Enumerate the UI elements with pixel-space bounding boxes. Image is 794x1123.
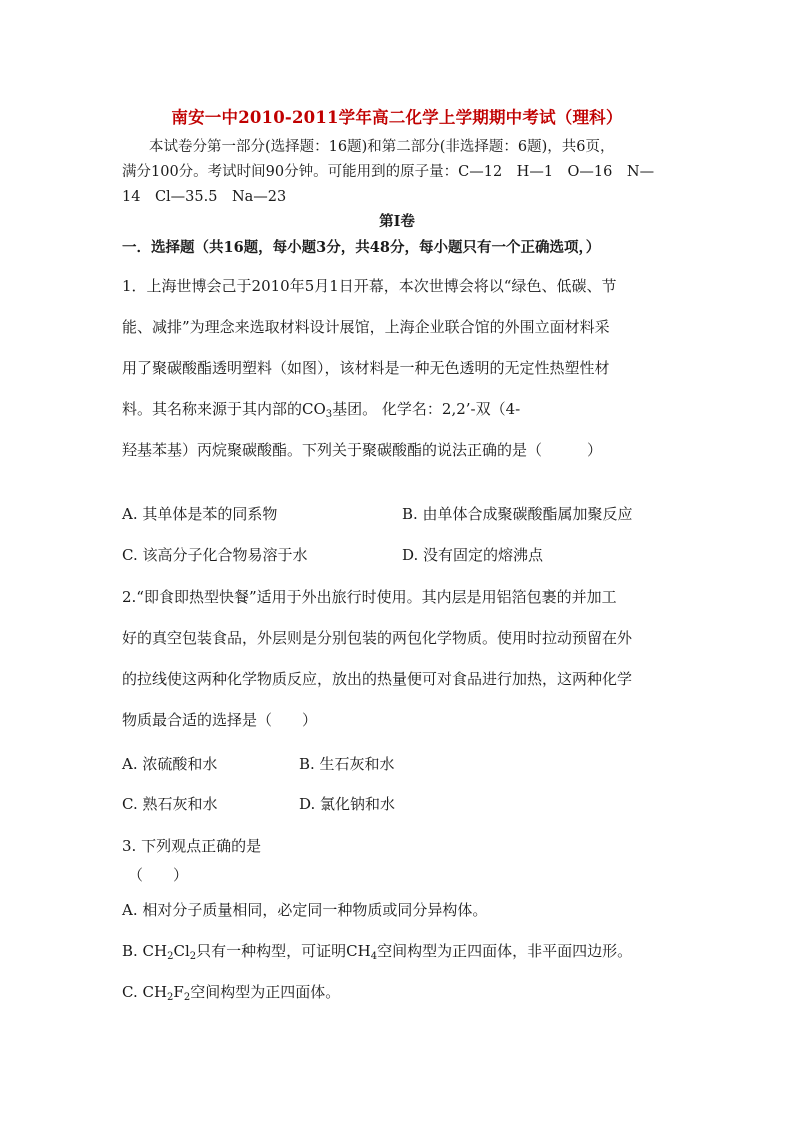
q1-line-3: 用了聚碳酸酯透明塑料（如图），该材料是一种无色透明的无定性热塑性材 <box>122 359 610 377</box>
q1-line-4-prefix: 料。其名称来源于其内部的CO <box>122 400 326 418</box>
q1-line-5: 羟基苯基）丙烷聚碳酸酯。下列关于聚碳酸酯的说法正确的是（ ） <box>122 441 603 459</box>
q2-option-a: A. 浓硫酸和水 <box>122 755 218 773</box>
q3-option-b <box>122 940 632 961</box>
q2-line-1: 2.“即食即热型快餐”适用于外出旅行时使用。其内层是用铝箔包裹的并加工 <box>122 588 617 606</box>
q2-line-3: 的拉线使这两种化学物质反应，放出的热量便可对食品进行加热，这两种化学 <box>122 670 633 688</box>
q3-option-b-suffix: 空间构型为正四面体，非平面四边形。 <box>377 942 633 960</box>
q1-line-4-subscript: 3 <box>325 409 333 420</box>
q1-line-4-suffix: 基团。 化学名：2,2’-双（4- <box>332 400 521 418</box>
q3-option-a: A. 相对分子质量相同，必定同一种物质或同分异构体。 <box>122 901 488 919</box>
q3-option-b-cl: Cl <box>173 942 190 960</box>
q2-option-c: C. 熟石灰和水 <box>122 795 218 813</box>
intro-line-2: 满分100分。考试时间90分钟。可能用到的原子量：C—12 H—1 O—16 N— <box>122 164 655 180</box>
q3-option-b-sub-1: 2 <box>167 951 174 962</box>
q3-option-b-middle: 只有一种构型，可证明CH <box>196 942 371 960</box>
q1-line-2: 能、减排”为理念来选取材料设计展馆，上海企业联合馆的外围立面材料采 <box>122 318 610 336</box>
intro-line-1: 本试卷分第一部分(选择题：16题)和第二部分(非选择题：6题)，共6页， <box>149 139 615 155</box>
q3-option-c <box>122 981 340 1002</box>
q3-option-c-prefix: C. CH <box>122 983 168 1001</box>
q3-option-b-prefix: B. CH <box>122 942 168 960</box>
q3-option-b-sub-3: 4 <box>370 951 378 962</box>
q1-line-1: 1．上海世博会己于2010年5月1日开幕，本次世博会将以“绿色、低碳、节 <box>122 277 617 295</box>
q1-option-c: C. 该高分子化合物易溶于水 <box>122 546 308 564</box>
exam-title: 南安一中2010-2011学年高二化学上学期期中考试（理科） <box>171 108 623 127</box>
q2-option-d: D. 氯化钠和水 <box>299 795 396 813</box>
q2-option-b: B. 生石灰和水 <box>299 755 395 773</box>
q2-line-2: 好的真空包装食品，外层则是分别包装的两包化学物质。使用时拉动预留在外 <box>122 629 633 647</box>
q2-line-4: 物质最合适的选择是（ ） <box>122 711 318 729</box>
q1-option-b: B. 由单体合成聚碳酸酯属加聚反应 <box>402 505 633 523</box>
intro-line-3: 14 Cl—35.5 Na—23 <box>122 189 287 205</box>
volume-label: 第Ⅰ卷 <box>379 213 415 230</box>
section-heading: 一．选择题（共16题，每小题3分，共48分，每小题只有一个正确选项，） <box>122 239 601 256</box>
q1-line-4 <box>122 398 520 419</box>
q3-option-c-f: F <box>173 983 184 1001</box>
q3-paren: （ ） <box>128 866 189 884</box>
q3-option-b-sub-2: 2 <box>189 951 197 962</box>
q3-stem: 3. 下列观点正确的是 <box>122 837 262 855</box>
q3-option-c-sub-1: 2 <box>167 992 174 1003</box>
q3-option-c-suffix: 空间构型为正四面体。 <box>190 983 341 1001</box>
q1-option-d: D. 没有固定的熔沸点 <box>402 546 544 564</box>
q1-option-a: A. 其单体是苯的同系物 <box>122 505 278 523</box>
q3-option-c-sub-2: 2 <box>183 992 191 1003</box>
